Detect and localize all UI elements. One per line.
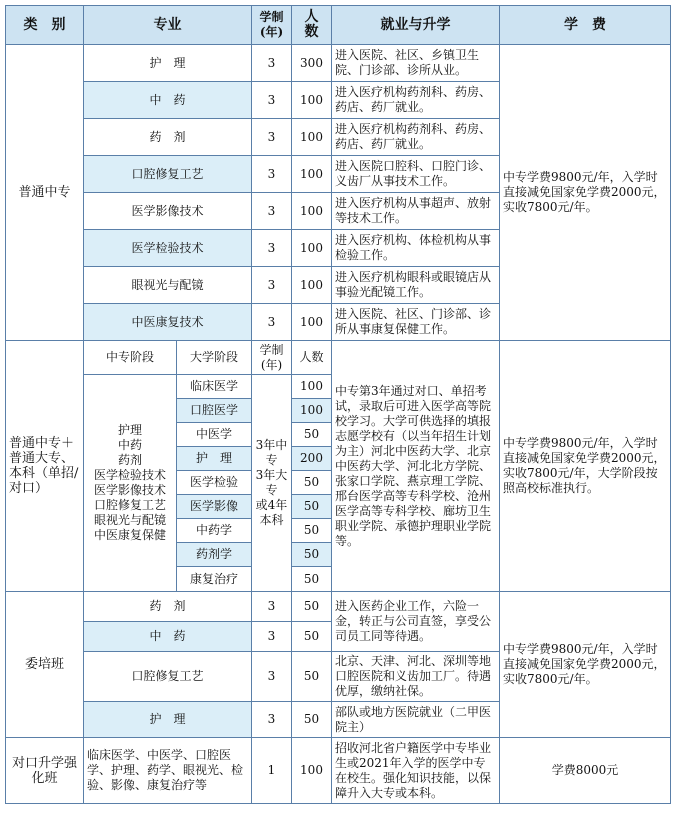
- major-cell: 医学检验技术: [84, 230, 252, 267]
- tuition-cell: 学费8000元: [500, 738, 671, 804]
- daxue-major-cell: 护 理: [177, 447, 252, 471]
- employment-cell: 进入医药企业工作，六险一金，转正与公司直签，享受公司员工同等待遇。: [332, 592, 500, 652]
- years-cell: 3: [252, 702, 292, 738]
- years-cell: 3: [252, 304, 292, 341]
- employment-cell: 进入医疗机构药剂科、药房、药店、药厂就业。: [332, 82, 500, 119]
- header-years: 学制 (年): [252, 6, 292, 45]
- header-tuition: 学 费: [500, 6, 671, 45]
- sub-header-years: 学制 (年): [252, 341, 292, 375]
- category-cell: 对口升学强化班: [6, 738, 84, 804]
- major-cell: 眼视光与配镜: [84, 267, 252, 304]
- major-cell: 护 理: [84, 45, 252, 82]
- employment-cell: 进入医疗机构、体检机构从事检验工作。: [332, 230, 500, 267]
- count-cell: 50: [292, 495, 332, 519]
- header-major: 专业: [84, 6, 252, 45]
- tuition-cell: 中专学费9800元/年，入学时直接减免国家免学费2000元，实收7800元/年。: [500, 45, 671, 341]
- employment-cell: 招收河北省户籍医学中专毕业生或2021年入学的医学中专在校生。强化知识技能，以保障升入大专或本科。: [332, 738, 500, 804]
- count-cell: 100: [292, 267, 332, 304]
- employment-cell: 进入医院口腔科、口腔门诊、义齿厂从事技术工作。: [332, 156, 500, 193]
- count-cell: 50: [292, 652, 332, 702]
- category-cell: 委培班: [6, 592, 84, 738]
- employment-cell: 进入医疗机构从事超声、放射等技术工作。: [332, 193, 500, 230]
- enrollment-table: [5, 5, 671, 804]
- major-cell: 口腔修复工艺: [84, 156, 252, 193]
- count-cell: 50: [292, 702, 332, 738]
- count-cell: 50: [292, 471, 332, 495]
- major-cell: 临床医学、中医学、口腔医学、护理、药学、眼视光、检验、影像、康复治疗等: [84, 738, 252, 804]
- count-cell: 300: [292, 45, 332, 82]
- employment-cell: 部队或地方医院就业（二甲医院主）: [332, 702, 500, 738]
- count-cell: 50: [292, 519, 332, 543]
- count-cell: 100: [292, 193, 332, 230]
- major-cell: 护 理: [84, 702, 252, 738]
- daxue-major-cell: 口腔医学: [177, 399, 252, 423]
- header-employment: 就业与升学: [332, 6, 500, 45]
- count-cell: 100: [292, 156, 332, 193]
- years-cell: 3年中专 3年大专 或4年 本科: [252, 375, 292, 592]
- employment-cell: 进入医疗机构眼科或眼镜店从事验光配镜工作。: [332, 267, 500, 304]
- major-cell: 药 剂: [84, 119, 252, 156]
- sub-header-count: 人数: [292, 341, 332, 375]
- years-cell: 1: [252, 738, 292, 804]
- count-cell: 50: [292, 567, 332, 592]
- tuition-cell: 中专学费9800元/年，入学时直接减免国家免学费2000元，实收7800元/年。: [500, 592, 671, 738]
- employment-cell: 进入医院、社区、门诊部、诊所从事康复保健工作。: [332, 304, 500, 341]
- category-cell: 普通中专＋普通大专、本科（单招/对口）: [6, 341, 84, 592]
- major-cell: 中 药: [84, 622, 252, 652]
- daxue-major-cell: 中医学: [177, 423, 252, 447]
- sub-header-daxue: 大学阶段: [177, 341, 252, 375]
- years-cell: 3: [252, 267, 292, 304]
- major-cell: 中医康复技术: [84, 304, 252, 341]
- daxue-major-cell: 医学检验: [177, 471, 252, 495]
- employment-cell: 北京、天津、河北、深圳等地口腔医院和义齿加工厂。待遇优厚，缴纳社保。: [332, 652, 500, 702]
- count-cell: 100: [292, 230, 332, 267]
- daxue-major-cell: 医学影像: [177, 495, 252, 519]
- count-cell: 100: [292, 304, 332, 341]
- daxue-major-cell: 临床医学: [177, 375, 252, 399]
- count-cell: 100: [292, 375, 332, 399]
- years-cell: 3: [252, 193, 292, 230]
- count-cell: 50: [292, 423, 332, 447]
- major-cell: 药 剂: [84, 592, 252, 622]
- major-cell: 医学影像技术: [84, 193, 252, 230]
- employment-cell: 中专第3年通过对口、单招考试，录取后可进入医学高等院校学习。大学可供选择的填报志愿学校有（以当年招生计划为主）河北中医药大学、北京中医药大学、河北北方学院、张家口学院、燕京理工学院、邢台医学高等专科学校、沧州医学高等专科学校、廊坊卫生职业学院、承德护理职业学院等。: [332, 341, 500, 592]
- table-row: [6, 592, 671, 622]
- years-cell: 3: [252, 45, 292, 82]
- count-cell: 100: [292, 82, 332, 119]
- major-cell: 中 药: [84, 82, 252, 119]
- sub-header-row: [6, 341, 671, 375]
- table-row: [6, 45, 671, 82]
- count-cell: 100: [292, 119, 332, 156]
- years-cell: 3: [252, 622, 292, 652]
- count-cell: 50: [292, 543, 332, 567]
- category-cell: 普通中专: [6, 45, 84, 341]
- years-cell: 3: [252, 82, 292, 119]
- count-cell: 50: [292, 622, 332, 652]
- employment-cell: 进入医院、社区、乡镇卫生院、门诊部、诊所从业。: [332, 45, 500, 82]
- count-cell: 200: [292, 447, 332, 471]
- zhongzhuan-majors-cell: 护理 中药 药剂 医学检验技术 医学影像技术 口腔修复工艺 眼视光与配镜 中医康复保健: [84, 375, 177, 592]
- years-cell: 3: [252, 119, 292, 156]
- header-count: 人 数: [292, 6, 332, 45]
- sub-header-zhongzhuan: 中专阶段: [84, 341, 177, 375]
- years-cell: 3: [252, 230, 292, 267]
- daxue-major-cell: 康复治疗: [177, 567, 252, 592]
- count-cell: 50: [292, 592, 332, 622]
- daxue-major-cell: 药剂学: [177, 543, 252, 567]
- header-row: [6, 6, 671, 45]
- years-cell: 3: [252, 156, 292, 193]
- employment-cell: 进入医疗机构药剂科、药房、药店、药厂就业。: [332, 119, 500, 156]
- daxue-major-cell: 中药学: [177, 519, 252, 543]
- count-cell: 100: [292, 399, 332, 423]
- years-cell: 3: [252, 652, 292, 702]
- major-cell: 口腔修复工艺: [84, 652, 252, 702]
- years-cell: 3: [252, 592, 292, 622]
- tuition-cell: 中专学费9800元/年，入学时直接减免国家免学费2000元，实收7800元/年，大学阶段按照高校标准执行。: [500, 341, 671, 592]
- table-row: [6, 738, 671, 804]
- count-cell: 100: [292, 738, 332, 804]
- header-category: 类 别: [6, 6, 84, 45]
